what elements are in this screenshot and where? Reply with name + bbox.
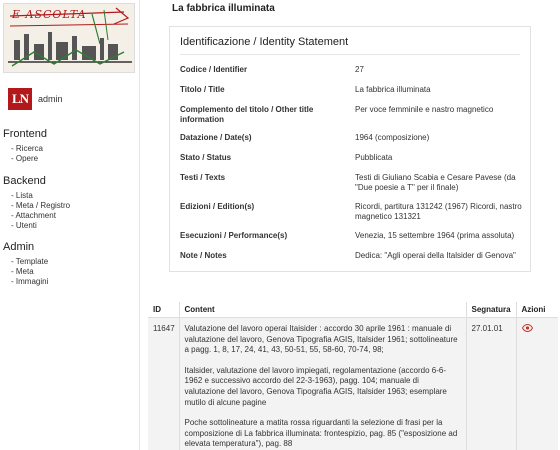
nav-heading-frontend: Frontend xyxy=(3,128,48,140)
page-title: La fabbrica illuminata xyxy=(172,3,275,14)
column-header-content[interactable]: Content xyxy=(179,302,466,318)
field-label: Stato / Status xyxy=(180,153,232,162)
field-value: La fabbrica illuminata xyxy=(355,85,431,94)
nav-section-frontend xyxy=(0,128,140,164)
user-name[interactable]: admin xyxy=(38,94,63,104)
column-header-azioni: Azioni xyxy=(516,302,558,318)
nav-heading-backend: Backend xyxy=(3,175,46,187)
nav-item-immagini[interactable]: - Immagini xyxy=(11,277,49,286)
nav-item-opere[interactable]: - Opere xyxy=(11,154,39,163)
field-value: Venezia, 15 settembre 1964 (prima assoluta) xyxy=(355,231,515,240)
attachments-table-wrap xyxy=(148,302,558,450)
content-paragraph: Poche sottolineature a matita rossa riguardanti la selezione di frasi per la composizione di La fabbrica illuminata: frontespizio, pag. 85 ("esposizione ad elevata temperatura"), pag. 88 xyxy=(184,418,458,449)
logo[interactable] xyxy=(3,3,135,73)
nav-item-meta[interactable]: - Meta xyxy=(11,267,34,276)
table-header-row xyxy=(148,302,558,318)
nav-section-backend xyxy=(0,175,140,231)
field-value: 1964 (composizione) xyxy=(355,133,430,142)
field-value: Testi di Giuliano Scabia e Cesare Pavese (da "Due poesie a T" per il finale) xyxy=(355,173,516,192)
field-label: Codice / Identifier xyxy=(180,65,248,74)
sidebar xyxy=(0,0,140,450)
user-block xyxy=(8,88,63,110)
field-value: 27 xyxy=(355,65,364,74)
field-value: Pubblicata xyxy=(355,153,393,162)
cell-segnatura: 27.01.01 xyxy=(466,318,516,450)
field-label: Note / Notes xyxy=(180,251,227,260)
view-eye-icon[interactable] xyxy=(522,324,533,334)
attachments-table xyxy=(148,302,558,450)
field-label: Esecuzioni / Performance(s) xyxy=(180,231,288,240)
field-label: Datazione / Date(s) xyxy=(180,133,252,142)
nav-item-utenti[interactable]: - Utenti xyxy=(11,221,37,230)
cell-content xyxy=(179,318,466,450)
table-row xyxy=(148,318,558,450)
field-value: Per voce femminile e nastro magnetico xyxy=(355,105,494,114)
identity-card xyxy=(169,26,531,272)
field-value: Dedica: "Agli operai della Italsider di Genova" xyxy=(355,251,516,260)
content-paragraph: Italsider, valutazione del lavoro impiegati, regolamentazione (accordo 6-6-1962 e successivo accordo del 22-3-1963), pagg. 104; manuale di valutazione del lavoro, Genova Tipografia AGIS, Italsider 1963; esemplare mutilo di alcune pagine xyxy=(184,365,447,407)
field-label: Titolo / Title xyxy=(180,85,225,94)
nav-heading-admin: Admin xyxy=(3,241,35,253)
nav-item-attachment[interactable]: - Attachment xyxy=(11,211,56,220)
nav-item-lista[interactable]: - Lista xyxy=(11,191,33,200)
field-label: Testi / Texts xyxy=(180,173,226,182)
nav-item-template[interactable]: - Template xyxy=(11,257,49,266)
column-header-id[interactable]: ID xyxy=(148,302,179,318)
field-label: Complemento del titolo / Other title information xyxy=(180,105,314,124)
nav-item-meta-registro[interactable]: - Meta / Registro xyxy=(11,201,71,210)
content-paragraph: Valutazione del lavoro operai Itaisider : accordo 30 aprile 1961 : manuale di valutazione del lavoro, Genova Tipografia AGIS, Italsider 1961; sottolineature a pagg. 1, 8, 17, 24, 41, 43, 50-51, 55, 58-60, 70-74, 98; xyxy=(184,324,458,355)
column-header-segnatura[interactable]: Segnatura xyxy=(466,302,516,318)
avatar[interactable]: LN xyxy=(8,88,32,110)
cell-id: 11647 xyxy=(148,318,179,450)
field-label: Edizioni / Edition(s) xyxy=(180,202,255,211)
nav-section-admin xyxy=(0,241,140,287)
identity-card-title: Identificazione / Identity Statement xyxy=(180,36,520,55)
cell-azioni xyxy=(516,318,558,450)
nav-item-ricerca[interactable]: - Ricerca xyxy=(11,144,44,153)
field-value: Ricordi, partitura 131242 (1967) Ricordi, nastro magnetico 131321 xyxy=(355,202,522,221)
logo-text: E ASCOLTA xyxy=(12,8,87,21)
